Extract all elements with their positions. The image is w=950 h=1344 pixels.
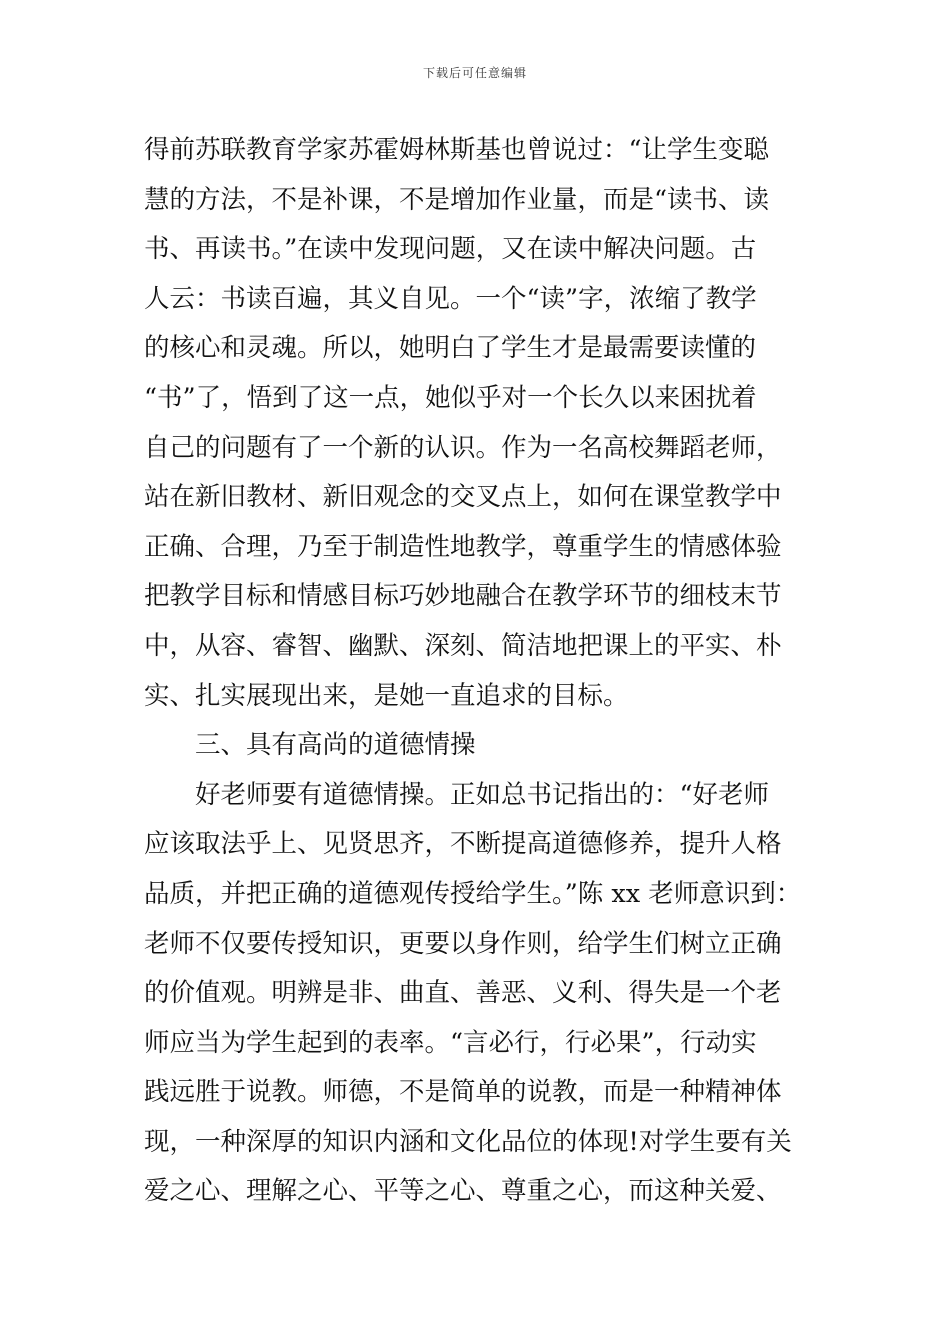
text-line: 得前苏联教育学家苏霍姆林斯基也曾说过：“让学生变聪 — [144, 135, 770, 165]
text-line: 自己的问题有了一个新的认识。作为一名高校舞蹈老师， — [144, 432, 782, 463]
text-line: 把教学目标和情感目标巧妙地融合在教学环节的细枝末节 — [144, 581, 782, 612]
text-line: 书、再读书。”在读中发现问题，又在读中解决问题。古 — [144, 234, 757, 265]
paragraph-first-line: 好老师要有道德情操。正如总书记指出的：“好老师 — [195, 779, 770, 810]
text-line: 人云：书读百遍，其义自见。一个“读”字，浓缩了教学 — [144, 283, 757, 314]
page-header: 下载后可任意编辑 — [422, 66, 527, 80]
section-heading: 三、具有高尚的道德情操 — [195, 730, 476, 761]
text-line: 站在新旧教材、新旧观念的交叉点上，如何在课堂教学中 — [144, 482, 782, 513]
text-line: 中，从容、睿智、幽默、深刻、简洁地把课上的平实、朴 — [144, 630, 782, 661]
text-line: 爱之心、理解之心、平等之心、尊重之心，而这种关爱、 — [144, 1176, 782, 1207]
text-line: 师应当为学生起到的表率。“言必行，行必果”，行动实 — [144, 1027, 757, 1058]
text-line: 品质，并把正确的道德观传授给学生。”陈 xx 老师意识到： — [144, 878, 802, 909]
text-line: 的价值观。明辨是非、曲直、善恶、义利、得失是一个老 — [144, 978, 782, 1009]
text-line: 应该取法乎上、见贤思齐，不断提高道德修养，提升人格 — [144, 829, 782, 860]
text-line: 实、扎实展现出来，是她一直追求的目标。 — [144, 680, 629, 711]
text-line: 老师不仅要传授知识，更要以身作则，给学生们树立正确 — [144, 928, 782, 959]
document-body — [144, 126, 844, 1217]
text-line: 慧的方法，不是补课，不是增加作业量，而是“读书、读 — [144, 184, 770, 215]
text-line: 的核心和灵魂。所以，她明白了学生才是最需要读懂的 — [144, 333, 757, 364]
text-line: 现，一种深厚的知识内涵和文化品位的体现!对学生要有关 — [144, 1126, 792, 1157]
text-line: “书”了，悟到了这一点，她似乎对一个长久以来困扰着 — [144, 382, 757, 413]
text-line: 正确、合理，乃至于制造性地教学，尊重学生的情感体验 — [144, 531, 782, 562]
text-line: 践远胜于说教。师德，不是简单的说教，而是一种精神体 — [144, 1077, 782, 1108]
